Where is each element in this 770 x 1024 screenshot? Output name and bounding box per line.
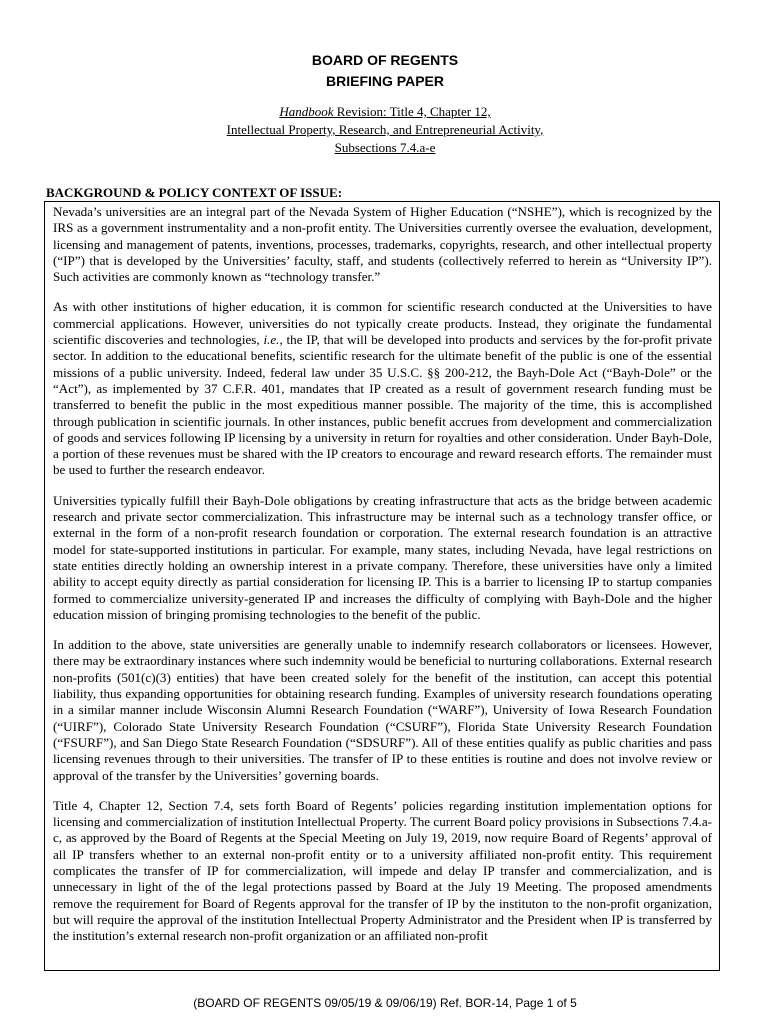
paragraph-2-part-a: As with other institutions of higher education, it is common for scientific research conducted at the Universities to have commercial applications. However, universities do not typically create products. Instead, they originate the fundamental scientific discoveries and technologies,	[53, 299, 712, 348]
subtitle-line-1-rest: Revision: Title 4, Chapter 12,	[333, 104, 491, 119]
page-title: BOARD OF REGENTS	[311, 52, 459, 68]
subtitle-line-2: Intellectual Property, Research, and Entrepreneurial Activity,	[226, 122, 544, 137]
background-content-box	[44, 201, 720, 971]
page-subtitle: BRIEFING PAPER	[326, 73, 444, 89]
handbook-word: Handbook	[279, 104, 334, 119]
paragraph-5: Title 4, Chapter 12, Section 7.4, sets forth Board of Regents’ policies regarding institution implementation options for licensing and commercialization of institution Intellectual Property. The current Board policy provisions in Subsections 7.4.a-c, as approved by the Board of Regents at the Special Meeting on July 19, 2019, now require Board of Regents’ approval of all IP transfers whether to an external non-profit entity or to a university affiliated non-profit entity. This requirement complicates the transfer of IP for commercialization, will impede and delay IP transfer and commercialization, and is unnecessary in light of the of the legal protections passed by Board at the July 19 Meeting. The proposed amendments remove the requirement for Board of Regents approval for the transfer of IP by the instituton to the non-profit organization, but will require the approval of the institution Intellectual Property Administrator and the President when IP is transferred by the institution’s external research non-profit organization or an affiliated non-profit	[53, 797, 712, 944]
paragraph-2-ie: i.e.	[263, 332, 280, 348]
paragraph-1: Nevada’s universities are an integral part of the Nevada System of Higher Education (“NSHE”), which is recognized by the IRS as a government instrumentality and a non-profit entity. The Universities currently oversee the evaluation, development, licensing and management of patents, inventions, processes, trademarks, copyrights, research, and other intellectual property (“IP”) that is developed by the Universities’ faculty, staff, and students (collectively referred to herein as “University IP”). Such activities are commonly known as “technology transfer.”	[53, 204, 712, 285]
revision-subtitle	[0, 103, 770, 157]
subtitle-line-1	[0, 103, 770, 121]
section-heading: BACKGROUND & POLICY CONTEXT OF ISSUE:	[46, 185, 343, 200]
paragraph-3: Universities typically fulfill their Bayh-Dole obligations by creating infrastructure that acts as the bridge between academic research and private sector commercialization. This infrastructure may be internal such as a technology transfer office, or external in the form of a non-profit research foundation or corporation. The external research foundation is an attractive model for state-supported institutions in particular. For example, many states, including Nevada, have legal restrictions on state entities directly holding an ownership interest in a private company. Therefore, these universities have only a limited ability to accept equity directly as partial consideration for licensing IP. This is a barrier to licensing IP to startup companies formed to commercialize university-generated IP and increases the difficulty of complying with Bayh-Dole and the higher education mission of bringing promising technologies to the benefit of the public.	[53, 492, 712, 622]
paragraph-2	[53, 299, 712, 478]
paragraph-2-part-b: , the IP, that will be developed into products and services by the for-profit private sector. In addition to the educational benefits, scientific research for the ultimate benefit of the public is one of the essential missions of a public university. Indeed, federal law under 35 U.S.C. §§ 200-212, the Bayh-Dole Act (“Bayh-Dole” or the “Act”), as implemented by 37 C.F.R. 401, mandates that IP created as a result of government research funding must be transferred to benefit the public in the most expeditious manner possible. The majority of the time, this is accomplished through publication in scientific journals. In other instances, public benefit accrues from development and commercialization of goods and services following IP licensing by a university in return for royalties and other consideration. Under Bayh-Dole, a portion of these revenues must be shared with the IP creators to encourage and reward research efforts. The remainder must be used to further the research endeavor.	[53, 332, 712, 478]
page-header	[0, 50, 770, 92]
paragraph-4: In addition to the above, state universities are generally unable to indemnify research collaborators or licensees. However, there may be extraordinary instances where such indemnity would be beneficial to nurturing collaborations. External research non-profits (501(c)(3) entities) that have been created solely for the benefit of the institution, can accept this potential liability, thus expanding opportunities for obtaining research funding. Examples of university research foundations operating in a similar manner include Wisconsin Alumni Research Foundation (“WARF”), University of Iowa Research Foundation (“UIRF”), Colorado State University Research Foundation (“CSURF”), Florida State University Research Foundation (“FSURF”), and San Diego State Research Foundation (“SDSURF”). All of these entities qualify as public charities and pass licensing revenues through to their universities. The transfer of IP to these entities is routine and does not involve review or approval of the transfer by the Universities’ governing boards.	[53, 637, 712, 783]
subtitle-line-3: Subsections 7.4.a-e	[334, 140, 436, 155]
page-footer: (BOARD OF REGENTS 09/05/19 & 09/06/19) Ref. BOR-14, Page 1 of 5	[193, 996, 577, 1010]
